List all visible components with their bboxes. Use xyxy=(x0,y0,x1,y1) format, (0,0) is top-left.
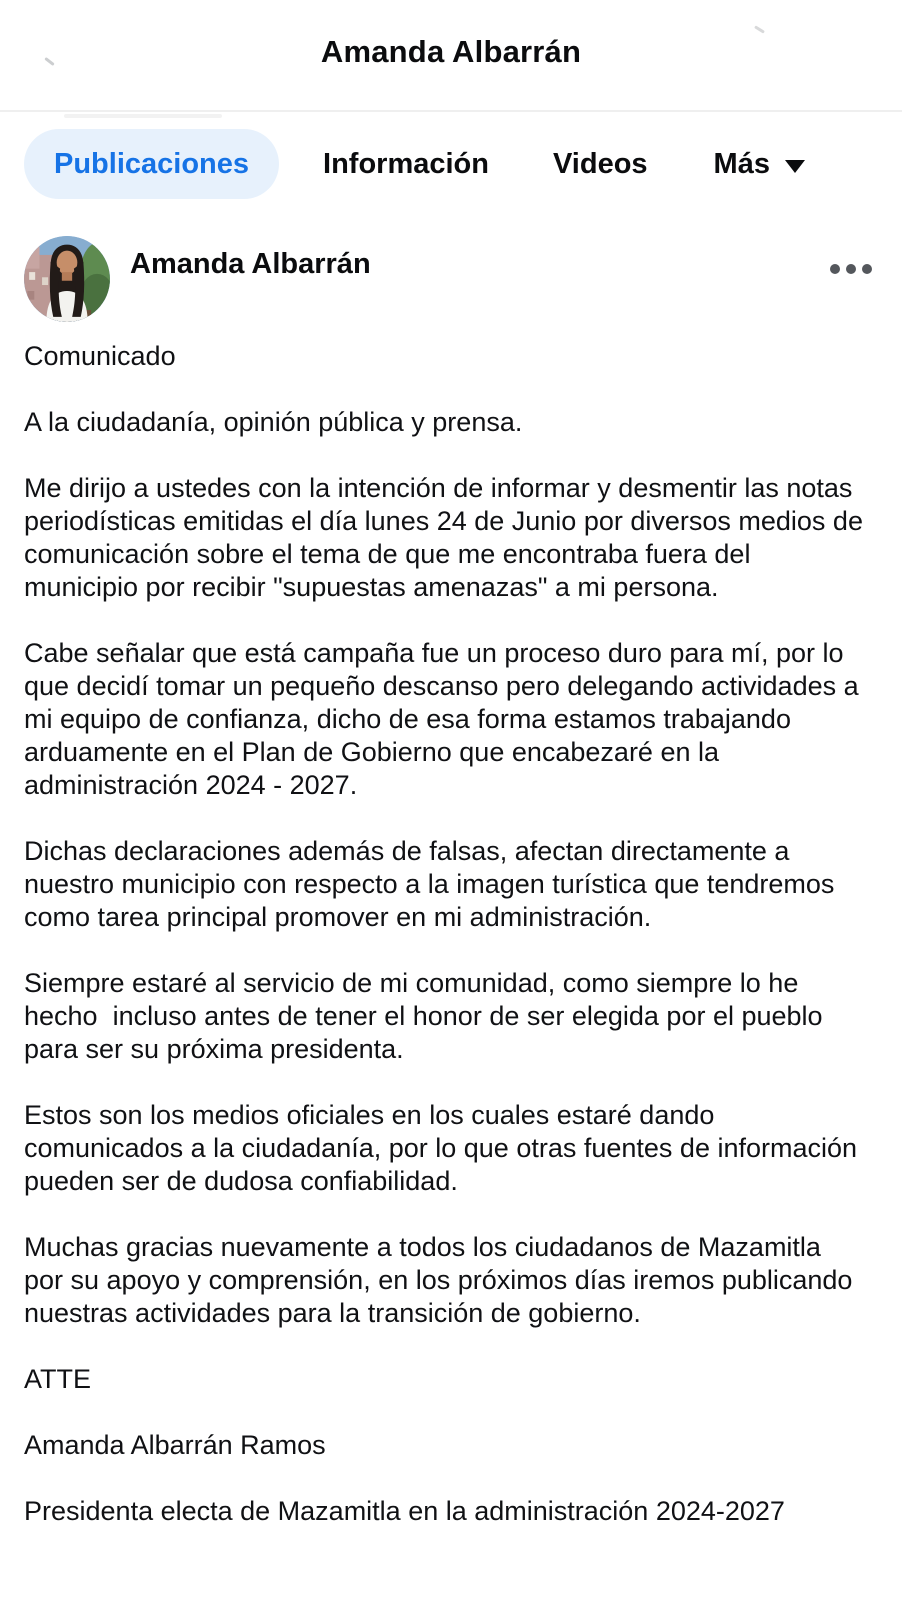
avatar[interactable] xyxy=(24,236,110,322)
post-paragraph: A la ciudadanía, opinión pública y prensa. xyxy=(24,407,523,437)
profile-tab-bar xyxy=(0,112,902,216)
post-paragraph: Muchas gracias nuevamente a todos los ciudadanos de Mazamitla por su apoyo y comprensión, en los próximos días iremos publicando nuestras actividades para la transición de gobierno. xyxy=(24,1232,853,1328)
post-paragraph: ATTE xyxy=(24,1364,91,1394)
header-divider xyxy=(0,110,902,112)
post-paragraph: Siempre estaré al servicio de mi comunidad, como siempre lo he hecho incluso antes de tener el honor de ser elegida por el pueblo para ser su próxima presidenta. xyxy=(24,968,823,1064)
post-paragraph: Estos son los medios oficiales en los cuales estaré dando comunicados a la ciudadanía, por lo que otras fuentes de información pueden ser de dudosa confiabilidad. xyxy=(24,1100,858,1196)
post-body xyxy=(0,340,902,1528)
tab-mas-label: Más xyxy=(713,147,770,180)
post-paragraph: Cabe señalar que está campaña fue un proceso duro para mí, por lo que decidí tomar un pequeño descanso pero delegando actividades a mi equipo de confianza, dicho de esa forma estamos trabajando arduamente en el Plan de Gobierno que encabezaré en la administración 2024 - 2027. xyxy=(24,638,859,800)
profile-header xyxy=(0,0,902,110)
tab-mas[interactable] xyxy=(714,148,805,181)
page-title: Amanda Albarrán xyxy=(320,34,582,69)
post-card xyxy=(0,216,902,1528)
post-paragraph: Comunicado xyxy=(24,341,176,371)
ellipsis-icon-dot xyxy=(862,264,872,274)
post-author-name[interactable]: Amanda Albarrán xyxy=(130,248,371,280)
tab-videos[interactable]: Videos xyxy=(552,147,648,180)
post-header xyxy=(0,216,902,322)
more-options-button[interactable] xyxy=(824,260,878,278)
tab-publicaciones[interactable] xyxy=(24,129,279,199)
tab-informacion[interactable]: Información xyxy=(323,147,489,180)
post-paragraph: Amanda Albarrán Ramos xyxy=(24,1430,326,1460)
ellipsis-icon-dot xyxy=(846,264,856,274)
profile-photo xyxy=(24,236,110,322)
post-paragraph: Presidenta electa de Mazamitla en la administración 2024-2027 xyxy=(24,1496,785,1526)
post-paragraph: Me dirijo a ustedes con la intención de informar y desmentir las notas periodísticas emitidas el día lunes 24 de Junio por diversos medios de comunicación sobre el tema de que me encontraba fuera del municipio por recibir "supuestas amenazas" a mi persona. xyxy=(24,473,863,602)
divider-shadow xyxy=(64,114,222,118)
tab-publicaciones-label: Publicaciones xyxy=(54,147,250,180)
ellipsis-icon-dot xyxy=(830,264,840,274)
post-paragraph: Dichas declaraciones además de falsas, afectan directamente a nuestro municipio con respecto a la imagen turística que tendremos como tarea principal promover en mi administración. xyxy=(24,836,835,932)
triangle-down-icon xyxy=(785,160,805,173)
